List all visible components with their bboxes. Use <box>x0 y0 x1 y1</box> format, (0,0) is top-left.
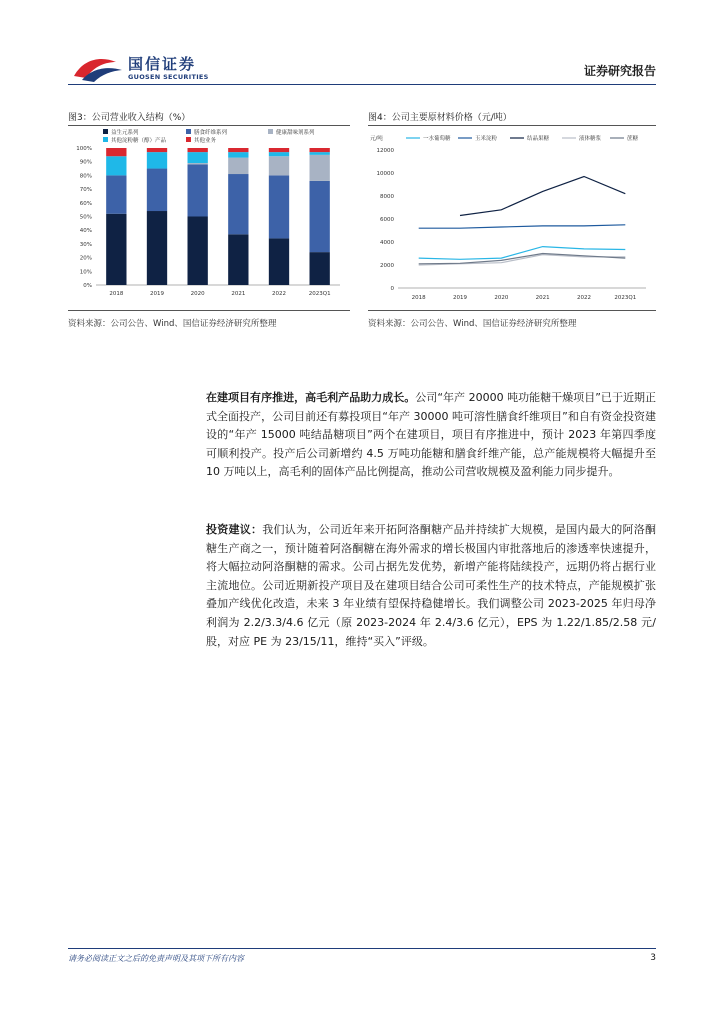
x-tick-label: 2022 <box>577 295 591 301</box>
legend-label-3: 液体糖浆 <box>579 136 602 142</box>
x-tick-label: 2023Q1 <box>308 291 331 297</box>
bar-segment <box>310 152 330 155</box>
y-tick-label: 70% <box>79 187 92 194</box>
bar-segment <box>147 148 167 152</box>
bar-segment <box>310 181 330 252</box>
x-tick-label: 2019 <box>150 291 164 297</box>
y-tick-label: 10% <box>79 269 92 276</box>
figure-4-title: 图4：公司主要原材料价格（元/吨） <box>368 113 512 123</box>
legend-label-1: 玉米淀粉 <box>475 136 498 142</box>
series-line-1 <box>419 225 626 228</box>
y-tick-label: 80% <box>79 173 92 180</box>
raw-material-price-chart <box>368 128 656 308</box>
figure-4-source: 资料来源：公司公告、Wind、国信证券经济研究所整理 <box>368 319 577 329</box>
x-tick-label: 2021 <box>535 295 550 301</box>
y-tick-label: 60% <box>79 200 92 207</box>
bar-segment <box>228 174 248 234</box>
bar-segment <box>188 152 208 163</box>
page-header <box>0 0 724 90</box>
bar-segment <box>188 164 208 216</box>
footer-disclaimer: 请务必阅读正文之后的免责声明及其项下所有内容 <box>68 954 244 963</box>
legend-label-0: 益生元系列 <box>111 130 139 136</box>
bar-segment <box>188 148 208 152</box>
bar-segment <box>310 252 330 285</box>
bar-segment <box>147 211 167 285</box>
bar-segment <box>269 148 289 152</box>
bar-segment <box>106 214 126 285</box>
y-tick-label: 8000 <box>380 194 394 200</box>
page-number: 3 <box>650 953 656 963</box>
bar-segment <box>269 152 289 156</box>
y-tick-label: 2000 <box>380 263 394 269</box>
x-tick-label: 2018 <box>109 291 124 297</box>
bar-segment <box>106 156 126 175</box>
logo-text-cn: 国信证券 <box>128 55 197 73</box>
figure-3-bottom-rule <box>68 310 350 311</box>
bar-segment <box>228 234 248 285</box>
legend-swatch-2 <box>268 129 273 134</box>
y-tick-label: 90% <box>79 159 92 166</box>
legend-swatch-3 <box>103 137 108 142</box>
bar-segment <box>147 152 167 168</box>
unit-label: 元/吨 <box>370 136 383 142</box>
y-tick-label: 6000 <box>380 217 394 223</box>
paragraph-projects <box>206 389 656 482</box>
x-tick-label: 2021 <box>231 291 246 297</box>
y-tick-label: 0% <box>83 283 92 289</box>
footer-divider <box>68 948 656 949</box>
y-tick-label: 4000 <box>380 240 394 246</box>
bar-segment <box>106 148 126 156</box>
x-tick-label: 2023Q1 <box>614 295 637 301</box>
y-tick-label: 40% <box>79 228 92 235</box>
legend-label-2: 结晶果糖 <box>527 136 550 142</box>
bar-segment <box>228 158 248 174</box>
y-tick-label: 50% <box>79 214 92 221</box>
y-tick-label: 0 <box>390 286 394 292</box>
bar-segment <box>310 155 330 181</box>
legend-swatch-4 <box>186 137 191 142</box>
paragraph-projects-text: 公司“年产 20000 吨功能糖干燥项目”已于近期正式全面投产，公司目前还有募投项目“年产 30000 吨可溶性膳食纤维项目”和自有资金投资建设的“年产 15000 吨结晶糖项目”两个在建项目，项目有序推进中，预计 2023 年第四季度可顺利投产。投产后公司新增约 4.5 万吨功能糖和膳食纤维产能，总产能规模将大幅提升至 10 万吨以上，高毛利的固体产品比例提高，推动公司营收规模及盈利能力同步提升。 <box>206 391 656 479</box>
figure-3-top-rule <box>68 125 350 126</box>
bar-segment <box>269 238 289 285</box>
legend-label-0: 一水葡萄糖 <box>423 136 451 142</box>
legend-label-4: 蔗糖 <box>627 136 639 142</box>
header-divider <box>68 84 656 85</box>
figure-4-bottom-rule <box>368 310 656 311</box>
figure-3-title: 图3：公司营业收入结构（%） <box>68 113 191 123</box>
y-tick-label: 100% <box>76 146 92 152</box>
bar-segment <box>269 175 289 238</box>
bar-segment <box>269 156 289 175</box>
bar-segment <box>228 152 248 157</box>
paragraph-investment <box>206 521 656 651</box>
figure-3-source: 资料来源：公司公告、Wind、国信证券经济研究所整理 <box>68 319 277 329</box>
paragraph-investment-lead: 投资建议： <box>206 523 263 536</box>
legend-label-1: 膳食纤维系列 <box>194 130 228 136</box>
paragraph-investment-text: 我们认为，公司近年来开拓阿洛酮糖产品并持续扩大规模，是国内最大的阿洛酮糖生产商之一，预计随着阿洛酮糖在海外需求的增长极国内审批落地后的渗透率快速提升，将大幅拉动阿洛酮糖的需求。公司占据先发优势，新增产能将陆续投产，远期仍将占据行业主流地位。公司近期新投产项目及在建项目结合公司可柔性生产的技术特点，产能规模扩张叠加产线优化改造，未来 3 年业绩有望保持稳健增长。我们调整公司 2023-2025 年归母净利润为 2.2/3.3/4.6 亿元（原 2023-2024 年 2.4/3.6 亿元），EPS 为 1.22/1.85/2.58 元/股，对应 PE 为 23/15/11，维持“买入”评级。 <box>206 523 657 648</box>
logo-text-en: GUOSEN SECURITIES <box>128 73 209 81</box>
x-tick-label: 2020 <box>190 291 205 297</box>
legend-label-2: 健康甜味剂系列 <box>276 130 315 136</box>
series-line-2 <box>460 177 625 216</box>
y-tick-label: 10000 <box>376 171 394 177</box>
y-tick-label: 12000 <box>376 148 394 154</box>
x-tick-label: 2020 <box>494 295 509 301</box>
bar-segment <box>310 148 330 152</box>
y-tick-label: 30% <box>79 241 92 248</box>
bar-segment <box>188 163 208 164</box>
bar-segment <box>106 175 126 213</box>
y-tick-label: 20% <box>79 255 92 262</box>
legend-swatch-0 <box>103 129 108 134</box>
revenue-structure-chart <box>68 128 350 308</box>
bar-segment <box>228 148 248 152</box>
x-tick-label: 2022 <box>272 291 286 297</box>
report-type: 证券研究报告 <box>583 64 656 78</box>
bar-segment <box>147 169 167 211</box>
bar-segment <box>188 217 208 286</box>
legend-label-3: 其他淀粉糖（醇）产品 <box>111 138 167 144</box>
figure-4-top-rule <box>368 125 656 126</box>
legend-label-4: 其他业务 <box>194 138 217 144</box>
paragraph-projects-lead: 在建项目有序推进，高毛利产品助力成长。 <box>206 391 416 404</box>
x-tick-label: 2018 <box>411 295 426 301</box>
x-tick-label: 2019 <box>453 295 467 301</box>
legend-swatch-1 <box>186 129 191 134</box>
